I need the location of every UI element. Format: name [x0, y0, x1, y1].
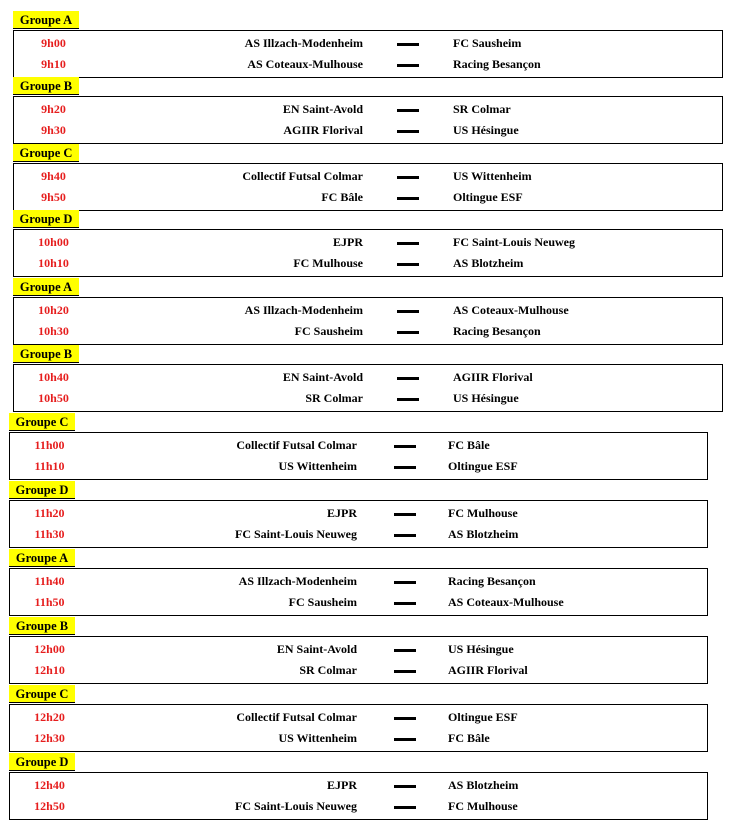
away-team: US Hésingue [453, 391, 519, 405]
away-team: US Hésingue [453, 123, 519, 137]
match-row [10, 435, 707, 456]
home-team: SR Colmar [299, 663, 357, 677]
home-team: Collectif Futsal Colmar [236, 710, 357, 724]
away-team: AS Coteaux-Mulhouse [453, 303, 569, 317]
group-label: Groupe D [13, 210, 79, 228]
home-team: US Wittenheim [278, 459, 357, 473]
match-row [10, 728, 707, 749]
match-row [10, 503, 707, 524]
versus-dash [397, 64, 419, 67]
group-block [0, 210, 734, 277]
group-block [0, 144, 734, 211]
away-team: AGIIR Florival [448, 663, 528, 677]
match-row [10, 639, 707, 660]
home-team: AS Illzach-Modenheim [244, 36, 363, 50]
match-row [14, 54, 722, 75]
away-team: AGIIR Florival [453, 370, 533, 384]
home-team: Collectif Futsal Colmar [242, 169, 363, 183]
match-time: 12h20 [34, 710, 65, 724]
match-row [10, 707, 707, 728]
match-row [14, 120, 722, 141]
home-team: FC Saint-Louis Neuweg [234, 799, 357, 813]
matches-box [9, 568, 708, 616]
match-time: 11h10 [34, 459, 65, 473]
versus-dash [397, 263, 419, 266]
versus-dash [394, 581, 416, 584]
group-block [0, 617, 734, 684]
versus-dash [394, 466, 416, 469]
group-label: Groupe B [9, 617, 75, 635]
match-time: 9h10 [41, 57, 66, 71]
match-row [14, 166, 722, 187]
versus-dash [394, 806, 416, 809]
group-block [0, 549, 734, 616]
matches-box [13, 297, 723, 345]
matches-box [9, 772, 708, 820]
match-time: 9h30 [41, 123, 66, 137]
match-row [14, 300, 722, 321]
away-team: US Hésingue [448, 642, 514, 656]
home-team: FC Sausheim [294, 324, 363, 338]
match-time: 9h20 [41, 102, 66, 116]
versus-dash [397, 176, 419, 179]
versus-dash [397, 109, 419, 112]
home-team: EN Saint-Avold [282, 102, 363, 116]
match-time: 10h10 [38, 256, 69, 270]
versus-dash [397, 242, 419, 245]
group-label: Groupe A [13, 278, 79, 296]
match-row [14, 253, 722, 274]
match-time: 10h50 [38, 391, 69, 405]
group-block [0, 345, 734, 412]
versus-dash [397, 331, 419, 334]
match-time: 10h30 [38, 324, 69, 338]
group-label: Groupe B [13, 345, 79, 363]
versus-dash [397, 197, 419, 200]
away-team: Racing Besançon [453, 324, 541, 338]
matches-box [9, 704, 708, 752]
away-team: FC Sausheim [453, 36, 522, 50]
home-team: AGIIR Florival [283, 123, 363, 137]
away-team: FC Mulhouse [448, 799, 518, 813]
versus-dash [397, 310, 419, 313]
group-label: Groupe C [13, 144, 79, 162]
home-team: EN Saint-Avold [282, 370, 363, 384]
match-time: 10h40 [38, 370, 69, 384]
match-row [10, 456, 707, 477]
versus-dash [394, 738, 416, 741]
home-team: AS Coteaux-Mulhouse [247, 57, 363, 71]
home-team: Collectif Futsal Colmar [236, 438, 357, 452]
away-team: Oltingue ESF [453, 190, 523, 204]
match-time: 11h40 [34, 574, 65, 588]
group-block [0, 11, 734, 78]
versus-dash [394, 670, 416, 673]
versus-dash [394, 445, 416, 448]
match-time: 12h40 [34, 778, 65, 792]
versus-dash [394, 649, 416, 652]
away-team: AS Blotzheim [448, 527, 519, 541]
matches-box [13, 364, 723, 412]
home-team: SR Colmar [305, 391, 363, 405]
match-time: 9h50 [41, 190, 66, 204]
matches-box [13, 163, 723, 211]
matches-box [13, 96, 723, 144]
away-team: AS Blotzheim [453, 256, 524, 270]
matches-box [13, 229, 723, 277]
versus-dash [394, 602, 416, 605]
group-block [0, 278, 734, 345]
home-team: FC Bâle [321, 190, 363, 204]
home-team: EJPR [333, 235, 363, 249]
versus-dash [397, 398, 419, 401]
group-label: Groupe B [13, 77, 79, 95]
away-team: Racing Besançon [453, 57, 541, 71]
match-time: 12h50 [34, 799, 65, 813]
match-row [14, 232, 722, 253]
home-team: AS Illzach-Modenheim [238, 574, 357, 588]
match-row [10, 524, 707, 545]
match-row [14, 367, 722, 388]
away-team: Oltingue ESF [448, 710, 518, 724]
match-time: 12h30 [34, 731, 65, 745]
match-time: 11h20 [34, 506, 65, 520]
group-label: Groupe A [9, 549, 75, 567]
away-team: AS Coteaux-Mulhouse [448, 595, 564, 609]
away-team: SR Colmar [453, 102, 511, 116]
match-time: 12h10 [34, 663, 65, 677]
match-time: 10h00 [38, 235, 69, 249]
match-row [10, 592, 707, 613]
away-team: Racing Besançon [448, 574, 536, 588]
home-team: FC Sausheim [288, 595, 357, 609]
match-row [14, 99, 722, 120]
match-time: 11h00 [34, 438, 65, 452]
matches-box [9, 636, 708, 684]
match-time: 11h30 [34, 527, 65, 541]
match-time: 10h20 [38, 303, 69, 317]
away-team: FC Bâle [448, 731, 490, 745]
versus-dash [394, 534, 416, 537]
group-block [0, 481, 734, 548]
home-team: EJPR [327, 506, 357, 520]
group-block [0, 753, 734, 820]
match-row [14, 321, 722, 342]
matches-box [9, 432, 708, 480]
match-row [10, 796, 707, 817]
match-row [14, 187, 722, 208]
away-team: US Wittenheim [453, 169, 532, 183]
match-row [10, 775, 707, 796]
versus-dash [397, 130, 419, 133]
away-team: FC Saint-Louis Neuweg [453, 235, 576, 249]
away-team: Oltingue ESF [448, 459, 518, 473]
group-label: Groupe C [9, 413, 75, 431]
match-row [10, 571, 707, 592]
versus-dash [394, 513, 416, 516]
home-team: AS Illzach-Modenheim [244, 303, 363, 317]
home-team: FC Saint-Louis Neuweg [234, 527, 357, 541]
group-label: Groupe D [9, 481, 75, 499]
match-row [14, 33, 722, 54]
group-block [0, 413, 734, 480]
away-team: AS Blotzheim [448, 778, 519, 792]
matches-box [13, 30, 723, 78]
group-label: Groupe A [13, 11, 79, 29]
group-label: Groupe D [9, 753, 75, 771]
match-time: 11h50 [34, 595, 65, 609]
matches-box [9, 500, 708, 548]
versus-dash [394, 717, 416, 720]
home-team: FC Mulhouse [293, 256, 363, 270]
match-time: 9h00 [41, 36, 66, 50]
match-row [10, 660, 707, 681]
home-team: US Wittenheim [278, 731, 357, 745]
away-team: FC Mulhouse [448, 506, 518, 520]
versus-dash [394, 785, 416, 788]
away-team: FC Bâle [448, 438, 490, 452]
match-time: 12h00 [34, 642, 65, 656]
home-team: EJPR [327, 778, 357, 792]
group-block [0, 77, 734, 144]
versus-dash [397, 377, 419, 380]
match-row [14, 388, 722, 409]
versus-dash [397, 43, 419, 46]
home-team: EN Saint-Avold [276, 642, 357, 656]
group-label: Groupe C [9, 685, 75, 703]
group-block [0, 685, 734, 752]
match-time: 9h40 [41, 169, 66, 183]
